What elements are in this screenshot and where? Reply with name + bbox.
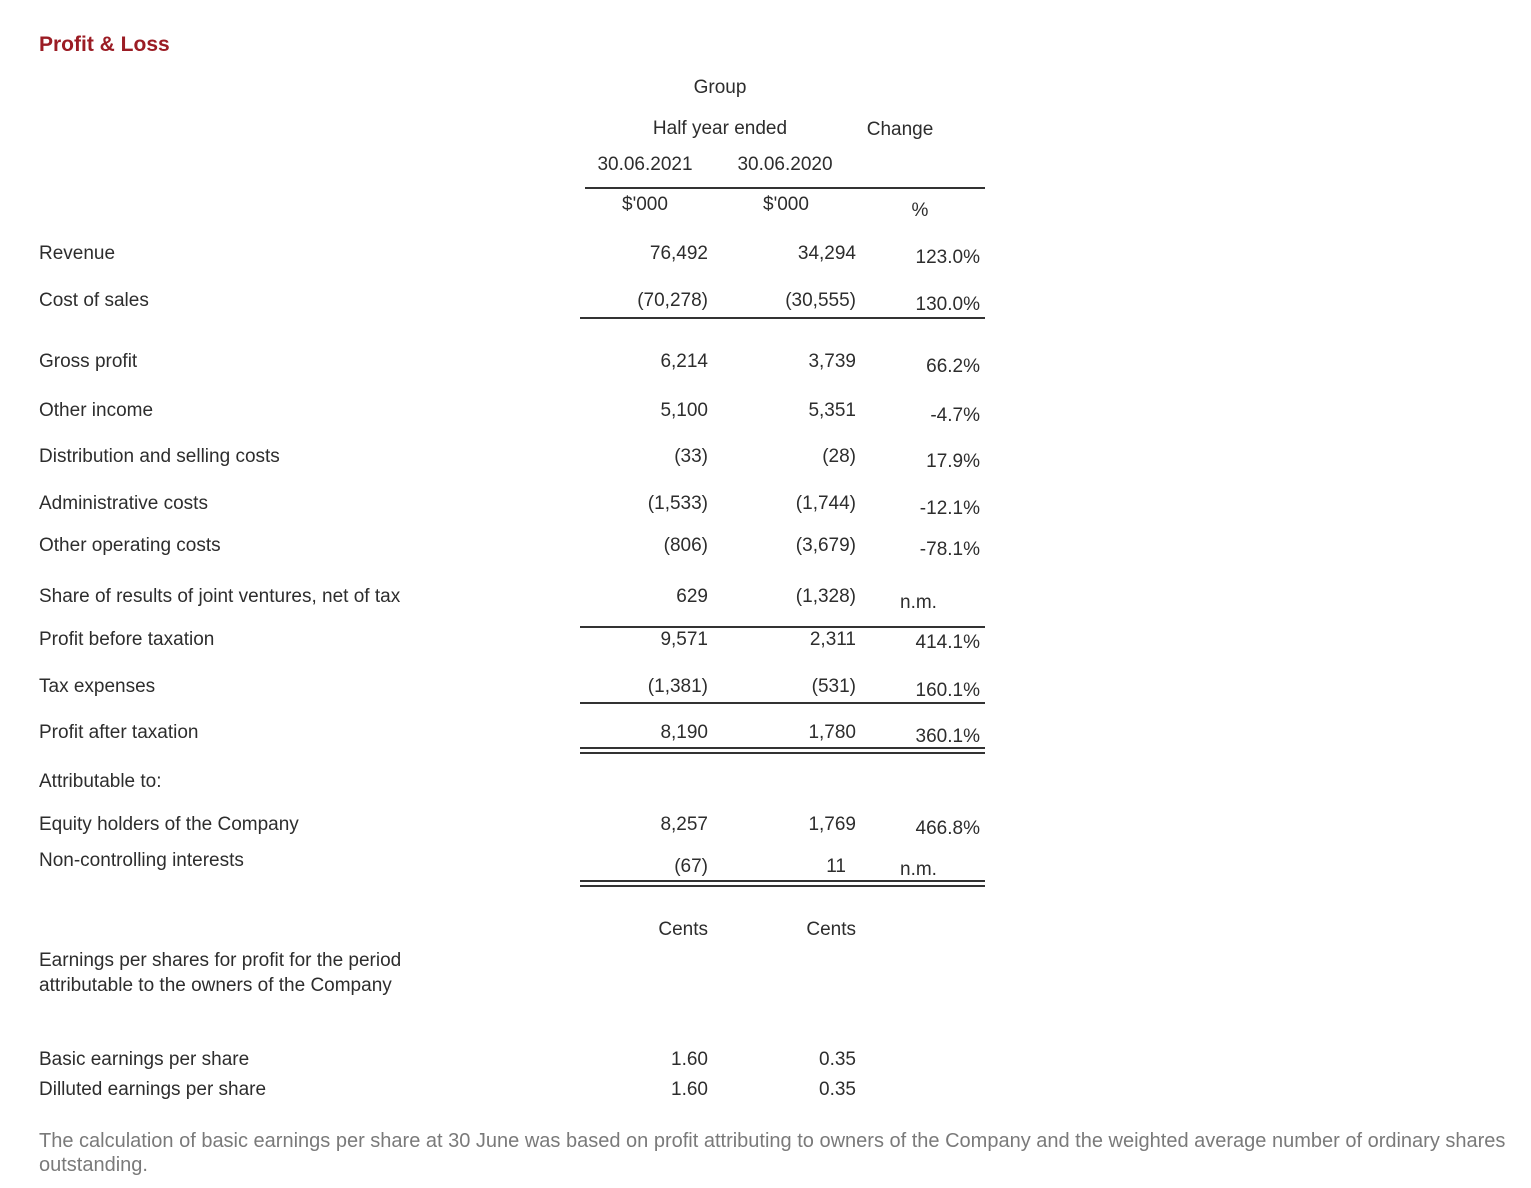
distribution-costs-2021: (33) <box>674 446 708 467</box>
row-label-non-controlling-interests: Non-controlling interests <box>39 850 244 871</box>
gross-profit-change: 66.2% <box>926 356 980 377</box>
page-title: Profit & Loss <box>39 33 170 56</box>
non-controlling-2020: 11 <box>826 856 846 877</box>
subtotal-rule <box>580 317 985 319</box>
cost-of-sales-change: 130.0% <box>915 294 980 315</box>
profit-after-tax-change: 360.1% <box>915 726 980 747</box>
profit-before-tax-2021: 9,571 <box>660 629 708 650</box>
administrative-costs-2021: (1,533) <box>647 493 708 514</box>
row-label-cost-of-sales: Cost of sales <box>39 290 149 311</box>
eps-heading-line-1: Earnings per shares for profit for the period <box>39 950 402 971</box>
total-double-rule <box>580 880 985 887</box>
non-controlling-change: n.m. <box>900 859 937 880</box>
equity-holders-2020: 1,769 <box>808 814 856 835</box>
row-label-profit-after-tax: Profit after taxation <box>39 722 199 743</box>
diluted-eps-2020: 0.35 <box>819 1079 856 1100</box>
cost-of-sales-2021: (70,278) <box>637 290 708 311</box>
half-year-ended-header: Half year ended <box>652 118 788 139</box>
joint-ventures-change: n.m. <box>900 592 937 613</box>
gross-profit-2020: 3,739 <box>808 351 856 372</box>
subtotal-rule <box>580 626 985 628</box>
tax-expenses-2021: (1,381) <box>647 676 708 697</box>
tax-expenses-change: 160.1% <box>915 680 980 701</box>
joint-ventures-2021: 629 <box>676 586 708 607</box>
other-operating-costs-2021: (806) <box>663 535 708 556</box>
profit-before-tax-change: 414.1% <box>915 632 980 653</box>
date-2020-header: 30.06.2020 <box>737 154 833 175</box>
gross-profit-2021: 6,214 <box>660 351 708 372</box>
row-label-other-income: Other income <box>39 400 154 421</box>
tax-expenses-2020: (531) <box>811 676 856 697</box>
other-income-change: -4.7% <box>930 405 980 426</box>
other-operating-costs-change: -78.1% <box>919 539 980 560</box>
basic-eps-2020: 0.35 <box>819 1049 856 1070</box>
change-header: Change <box>866 119 934 140</box>
other-operating-costs-2020: (3,679) <box>795 535 856 556</box>
distribution-costs-change: 17.9% <box>926 451 980 472</box>
header-rule <box>585 187 985 189</box>
administrative-costs-2020: (1,744) <box>795 493 856 514</box>
revenue-2020: 34,294 <box>797 243 856 264</box>
diluted-eps-2021: 1.60 <box>671 1079 708 1100</box>
row-label-equity-holders: Equity holders of the Company <box>39 814 299 835</box>
other-income-2020: 5,351 <box>808 400 856 421</box>
distribution-costs-2020: (28) <box>822 446 856 467</box>
row-label-administrative-costs: Administrative costs <box>39 493 208 514</box>
row-label-diluted-eps: Dilluted earnings per share <box>39 1079 267 1100</box>
row-label-basic-eps: Basic earnings per share <box>39 1049 250 1070</box>
profit-before-tax-2020: 2,311 <box>809 629 856 650</box>
unit-2021-header: $'000 <box>622 194 668 215</box>
row-label-tax-expenses: Tax expenses <box>39 676 156 697</box>
joint-ventures-2020: (1,328) <box>795 586 856 607</box>
row-label-joint-ventures: Share of results of joint ventures, net of tax <box>39 586 401 607</box>
row-label-profit-before-tax: Profit before taxation <box>39 629 215 650</box>
row-label-gross-profit: Gross profit <box>39 351 138 372</box>
eps-heading-line-2: attributable to the owners of the Company <box>39 975 392 996</box>
subtotal-rule <box>580 702 985 704</box>
total-double-rule <box>580 747 985 754</box>
date-2021-header: 30.06.2021 <box>597 154 693 175</box>
basic-eps-2021: 1.60 <box>671 1049 708 1070</box>
cents-2021-header: Cents <box>658 919 708 940</box>
non-controlling-2021: (67) <box>674 856 708 877</box>
administrative-costs-change: -12.1% <box>919 498 980 519</box>
cost-of-sales-2020: (30,555) <box>785 290 856 311</box>
cents-2020-header: Cents <box>806 919 856 940</box>
unit-2020-header: $'000 <box>763 194 809 215</box>
equity-holders-2021: 8,257 <box>660 814 708 835</box>
row-label-revenue: Revenue <box>39 243 116 264</box>
eps-footnote: The calculation of basic earnings per share at 30 June was based on profit attributing to owners of the Company and the weighted average number of ordinary shares outstanding. <box>39 1130 1506 1176</box>
row-label-distribution-costs: Distribution and selling costs <box>39 446 280 467</box>
equity-holders-change: 466.8% <box>915 818 980 839</box>
revenue-2021: 76,492 <box>649 243 708 264</box>
other-income-2021: 5,100 <box>660 400 708 421</box>
profit-after-tax-2020: 1,780 <box>808 722 856 743</box>
revenue-change: 123.0% <box>915 247 980 268</box>
unit-change-header: % <box>911 200 929 221</box>
row-label-other-operating-costs: Other operating costs <box>39 535 221 556</box>
group-header: Group <box>693 77 747 98</box>
row-label-attributable-to: Attributable to: <box>39 771 162 792</box>
profit-after-tax-2021: 8,190 <box>660 722 708 743</box>
